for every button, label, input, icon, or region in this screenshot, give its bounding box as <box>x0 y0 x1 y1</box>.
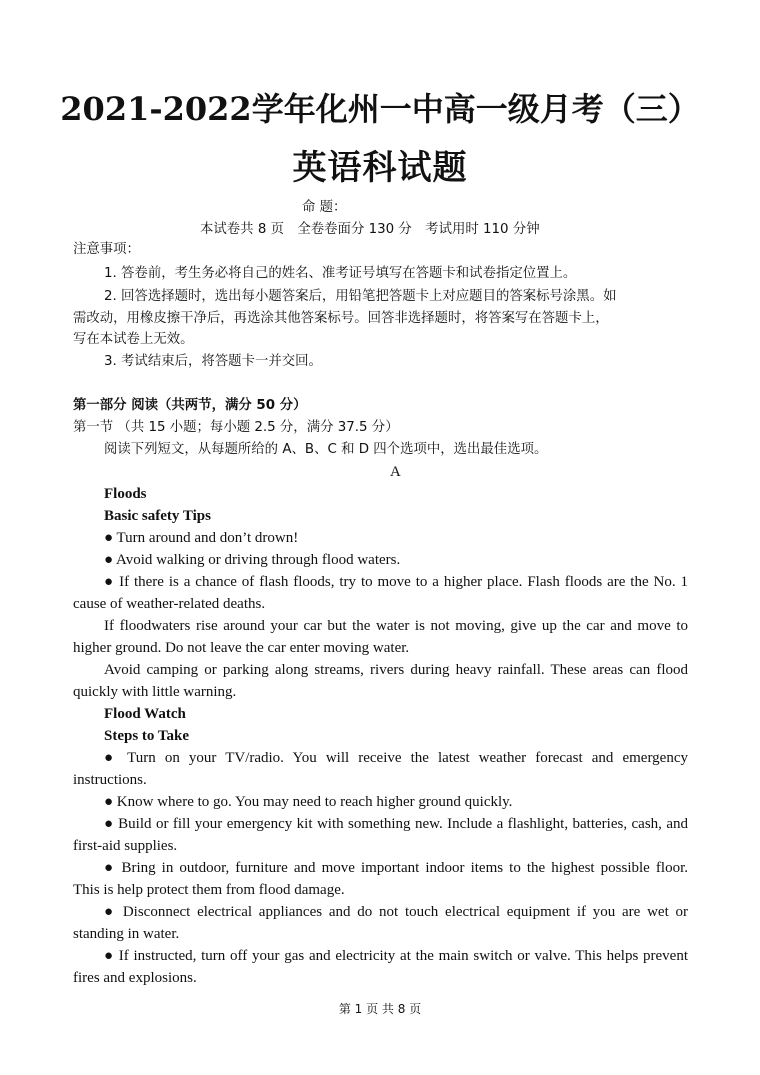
step-gas-electricity: ● If instructed, turn off your gas and electricity at the main switch or valve. This helps prevent <box>104 948 688 964</box>
passage-title: Floods <box>104 486 147 502</box>
notice-item-2: 2. 回答选择题时，选出每小题答案后，用铅笔把答题卡上对应题目的答案标号涂黑。如 <box>104 289 617 304</box>
part1-heading: 第一部分 阅读（共两节，满分 50 分） <box>73 398 307 413</box>
notice-item-2-end: 写在本试卷上无效。 <box>73 332 194 347</box>
page-footer: 第 1 页 共 8 页 <box>338 1002 422 1016</box>
proposer-line: 命 题： <box>302 200 347 215</box>
step-bring-in: ● Bring in outdoor, furniture and move important indoor items to the highest possible floor. <box>104 860 688 876</box>
passage-subtitle-safety: Basic safety Tips <box>104 508 211 524</box>
step-tv-radio-cont: instructions. <box>73 772 147 788</box>
step-disconnect-cont: standing in water. <box>73 926 180 942</box>
passage-subtitle-watch: Flood Watch <box>104 706 186 722</box>
tip-car: If floodwaters rise around your car but the water is not moving, give up the car and move to <box>104 618 688 634</box>
step-emergency-kit: ● Build or fill your emergency kit with something new. Include a flashlight, batteries, cash, and <box>104 816 688 832</box>
section1-instruction: 阅读下列短文，从每题所给的 A、B、C 和 D 四个选项中，选出最佳选项。 <box>104 442 548 457</box>
exam-subject-title: 英语科试题 <box>292 148 468 188</box>
step-tv-radio: ● Turn on your TV/radio. You will receive the latest weather forecast and emergency <box>104 750 688 766</box>
section1-heading: 第一节 （共 15 小题；每小题 2.5 分，满分 37.5 分） <box>73 420 399 435</box>
tip-flash-floods-cont: cause of weather-related deaths. <box>73 596 266 612</box>
passage-label: A <box>390 464 401 480</box>
step-know-where: ● Know where to go. You may need to reach higher ground quickly. <box>104 794 513 810</box>
tip-car-cont: higher ground. Do not leave the car enter moving water. <box>73 640 410 656</box>
step-gas-electricity-cont: fires and explosions. <box>73 970 197 986</box>
step-disconnect: ● Disconnect electrical appliances and do not touch electrical equipment if you are wet or <box>104 904 688 920</box>
notice-item-3: 3. 考试结束后，将答题卡一并交回。 <box>104 354 322 369</box>
notice-heading: 注意事项： <box>73 242 140 257</box>
notice-item-1: 1. 答卷前，考生务必将自己的姓名、准考证号填写在答题卡和试卷指定位置上。 <box>104 266 577 281</box>
tip-flash-floods: ● If there is a chance of flash floods, try to move to a higher place. Flash floods are the No. 1 <box>104 574 688 590</box>
tip-camping-cont: quickly with little warning. <box>73 684 237 700</box>
exam-info: 本试卷共 8 页 全卷卷面分 130 分 考试用时 110 分钟 <box>200 222 540 237</box>
step-bring-in-cont: This is help protect them from flood damage. <box>73 882 345 898</box>
tip-turn-around: ● Turn around and don’t drown! <box>104 530 299 546</box>
exam-title: 2021-2022学年化州一中高一级月考（三） <box>60 90 700 128</box>
tip-avoid-walking: ● Avoid walking or driving through flood waters. <box>104 552 401 568</box>
passage-subtitle-steps: Steps to Take <box>104 728 190 744</box>
step-emergency-kit-cont: first-aid supplies. <box>73 838 178 854</box>
notice-item-2-cont: 需改动，用橡皮擦干净后，再选涂其他答案标号。回答非选择题时，将答案写在答题卡上， <box>73 311 609 326</box>
tip-camping: Avoid camping or parking along streams, rivers during heavy rainfall. These areas can flood <box>104 662 688 678</box>
